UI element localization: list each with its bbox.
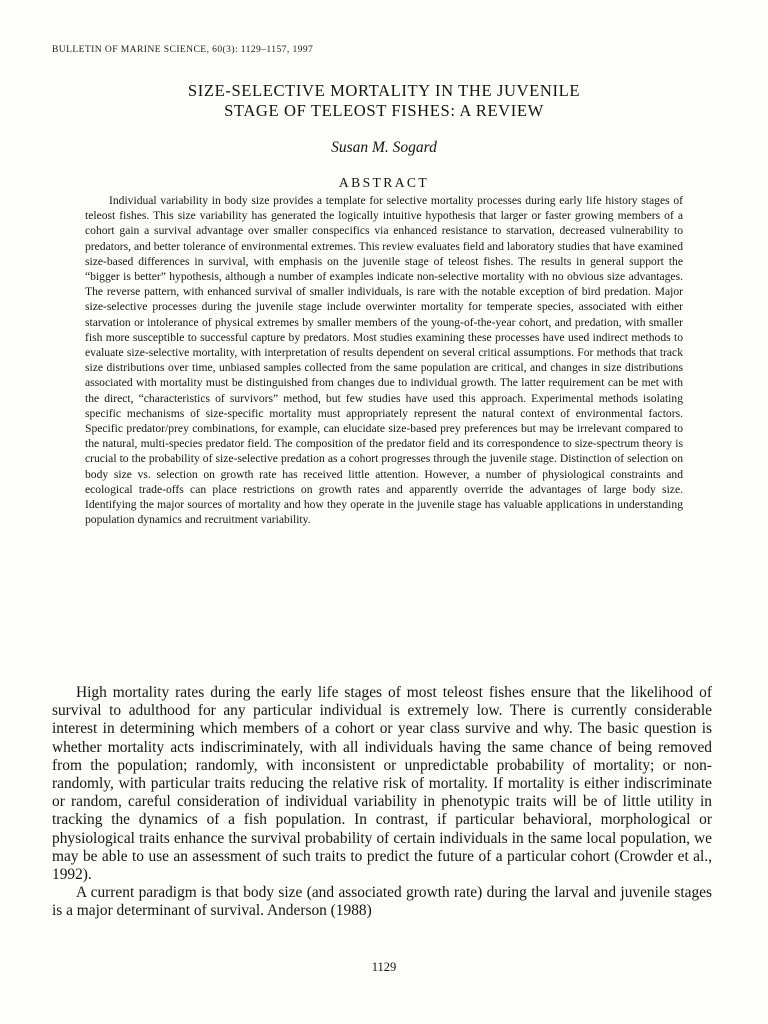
body-paragraph-2: A current paradigm is that body size (and associated growth rate) during the larval and juvenile stages is a major determinant of survival. Anderson (1988) bbox=[52, 884, 712, 920]
author-name: Susan M. Sogard bbox=[331, 139, 437, 156]
abstract-text: Individual variability in body size provides a template for selective mortality processes during early life history stages of teleost fishes. This size variability has generated the logically intuitive hypothesis that larger or faster growing members of a cohort gain a survival advantage over smaller conspecifics via enhanced resistance to starvation, decreased vulnerability to predators, and better tolerance of environmental extremes. This review evaluates field and laboratory studies that have examined size-based differences in survival, with emphasis on the juvenile stage of teleost fishes. The results in general support the “bigger is better” hypothesis, although a number of examples indicate non-selective mortality with no obvious size advantages. The reverse pattern, with enhanced survival of smaller individuals, is rare with the notable exception of bird predation. Major size-selective processes during the juvenile stage include overwinter mortality for temperate species, associated with either starvation or intolerance of physical extremes by smaller members of the young-of-the-year cohort, and predation, with smaller fish more susceptible to successful capture by predators. Most studies examining these processes have used indirect methods to evaluate size-selective mortality, with interpretation of results dependent on several critical assumptions. For methods that track size distributions over time, unbiased samples collected from the same population are critical, and changes in size distributions associated with mortality must be distinguished from changes due to individual growth. The latter requirement can be met with the direct, “characteristics of survivors” method, but few studies have used this approach. Experimental methods isolating specific mechanisms of size-specific mortality must appropriately represent the natural context of environmental factors. Specific predator/prey combinations, for example, can elucidate size-based prey preferences but may be irrelevant compared to the natural, multi-species predator field. The composition of the predator field and its correspondence to size-spectrum theory is crucial to the probability of size-selective predation as a cohort progresses through the juvenile stage. Distinction of selection on body size vs. selection on growth rate has received little attention. However, a number of physiological constraints and ecological trade-offs can place restrictions on growth rates and apparently override the advantages of large body size. Identifying the major sources of mortality and how they operate in the juvenile stage has valuable applications in understanding population dynamics and recruitment variability. bbox=[85, 194, 683, 527]
running-header: BULLETIN OF MARINE SCIENCE, 60(3): 1129–1157, 1997 bbox=[52, 44, 314, 55]
title-line-2: STAGE OF TELEOST FISHES: A REVIEW bbox=[224, 101, 544, 120]
abstract-heading: ABSTRACT bbox=[338, 175, 430, 190]
page-number: 1129 bbox=[371, 960, 397, 974]
body-text bbox=[52, 684, 712, 921]
title-line-1: SIZE-SELECTIVE MORTALITY IN THE JUVENILE bbox=[187, 81, 581, 100]
body-paragraph-1: High mortality rates during the early life stages of most teleost fishes ensure that the likelihood of survival to adulthood for any particular individual is extremely low. There is currently considerable interest in determining which members of a cohort or year class survive and why. The basic question is whether mortality acts indiscriminately, with all individuals having the same chance of being removed from the population; randomly, with inconsistent or unpredictable probability of mortality; or non-randomly, with particular traits reducing the relative risk of mortality. If mortality is either indiscriminate or random, careful consideration of individual variability in phenotypic traits will be of little utility in tracking the dynamics of a fish population. In contrast, if particular behavioral, morphological or physiological traits enhance the survival probability of certain individuals in the same local population, we may be able to use an assessment of such traits to predict the future of a particular cohort (Crowder et al., 1992). bbox=[52, 684, 712, 884]
article-title bbox=[60, 81, 708, 121]
